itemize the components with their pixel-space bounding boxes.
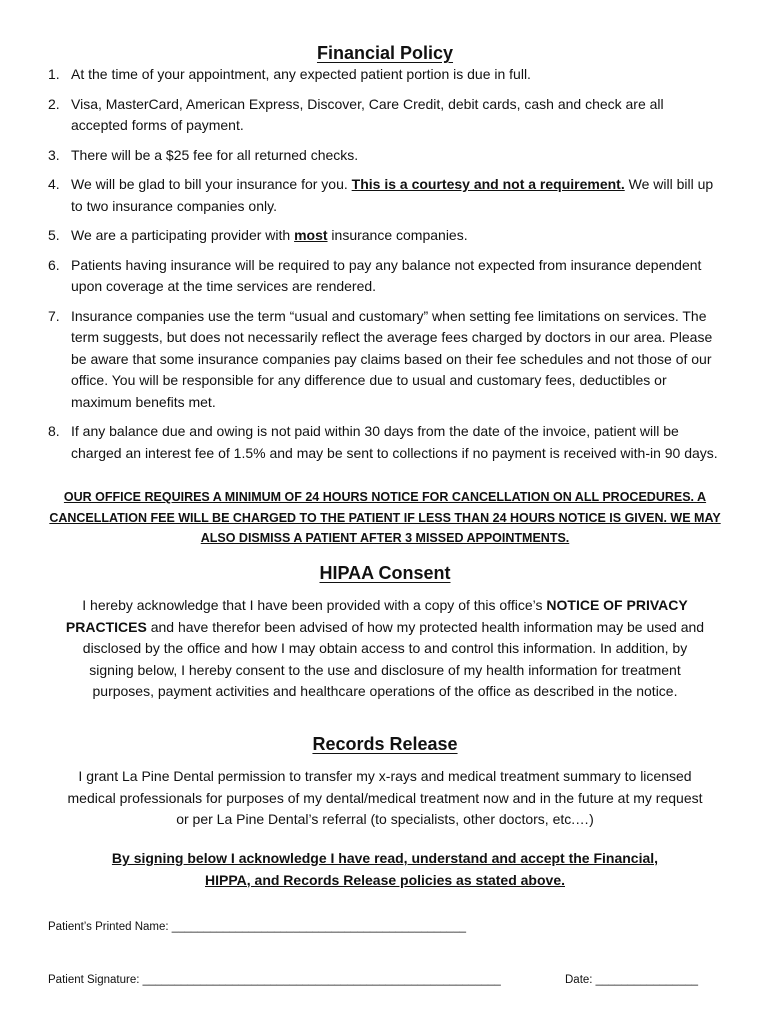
records-release-body: I grant La Pine Dental permission to transfer my x-rays and medical treatment summary to licensed medical professionals for purposes of my dental/medical treatment now and in the future at my request or per La Pine Dental’s referral (to specialists, other doctors, etc.…) [67,768,703,827]
courtesy-emphasis: This is a courtesy and not a requirement. [351,176,625,192]
notice-of-privacy-practices: NOTICE OF PRIVACY PRACTICES [65,597,688,635]
hipaa-consent-title: HIPAA Consent [319,563,451,583]
list-item: 7. Insurance companies use the term “usual and customary” when setting fee limitations on services. The term suggests, but does not necessarily reflect the average fees charged by doctors in our area. Please be aware that some insurance companies pay claims based on their fee schedules and not those of our office. You will be responsible for any difference due to usual and customary fees, deductibles or maximum benefits met. [48,307,713,410]
list-item: 5. We are a participating provider with most insurance companies. [48,227,468,243]
financial-policy-title: Financial Policy [316,43,454,63]
list-item: 4. We will be glad to bill your insurance for you. This is a courtesy and not a requirement. We will bill up to two insurance companies only. [48,176,714,214]
list-item: 8. If any balance due and owing is not paid within 30 days from the date of the invoice, patient will be charged an interest fee of 1.5% and may be sent to collections if no payment is received with-in 90 days. [48,423,718,461]
cancellation-notice: OUR OFFICE REQUIRES A MINIMUM OF 24 HOURS NOTICE FOR CANCELLATION ON ALL PROCEDURES. A CANCELLATION FEE WILL BE CHARGED TO THE PATIENT IF LESS THAN 24 HOURS NOTICE IS GIVEN. WE MAY ALSO DISMISS A PATIENT AFTER 3 MISSED APPOINTMENTS. [49,490,721,545]
date-field[interactable]: Date: ________________ [565,974,699,986]
records-release-title: Records Release [312,734,458,754]
list-item: 2. Visa, MasterCard, American Express, Discover, Care Credit, debit cards, cash and check are all accepted forms of payment. [48,95,664,133]
printed-name-field[interactable]: Patient’s Printed Name: ______________________________________________ [48,921,466,933]
acknowledgement-statement: By signing below I acknowledge I have read, understand and accept the Financial, HIPPA, and Records Release policies as stated above. [111,850,659,888]
most-emphasis: most [294,227,328,243]
hipaa-consent-body: I hereby acknowledge that I have been provided with a copy of this office’s NOTICE OF PRIVACY PRACTICES and have therefor been advised of how my protected health information may be used and disclosed by the office and how I may obtain access to and control this information. In addition, by signing below, I hereby consent to the use and disclosure of my health information for treatment purposes, payment activities and healthcare operations of the office as described in the notice. [65,597,705,699]
financial-policy-list [48,64,720,472]
list-item: 6. Patients having insurance will be required to pay any balance not expected from insurance dependent upon coverage at the time services are rendered. [48,256,702,294]
signature-field[interactable]: Patient Signature: ________________________________________________________ [48,974,501,986]
list-item: 1. At the time of your appointment, any expected patient portion is due in full. [48,66,531,82]
list-item: 3. There will be a $25 fee for all returned checks. [48,146,359,163]
